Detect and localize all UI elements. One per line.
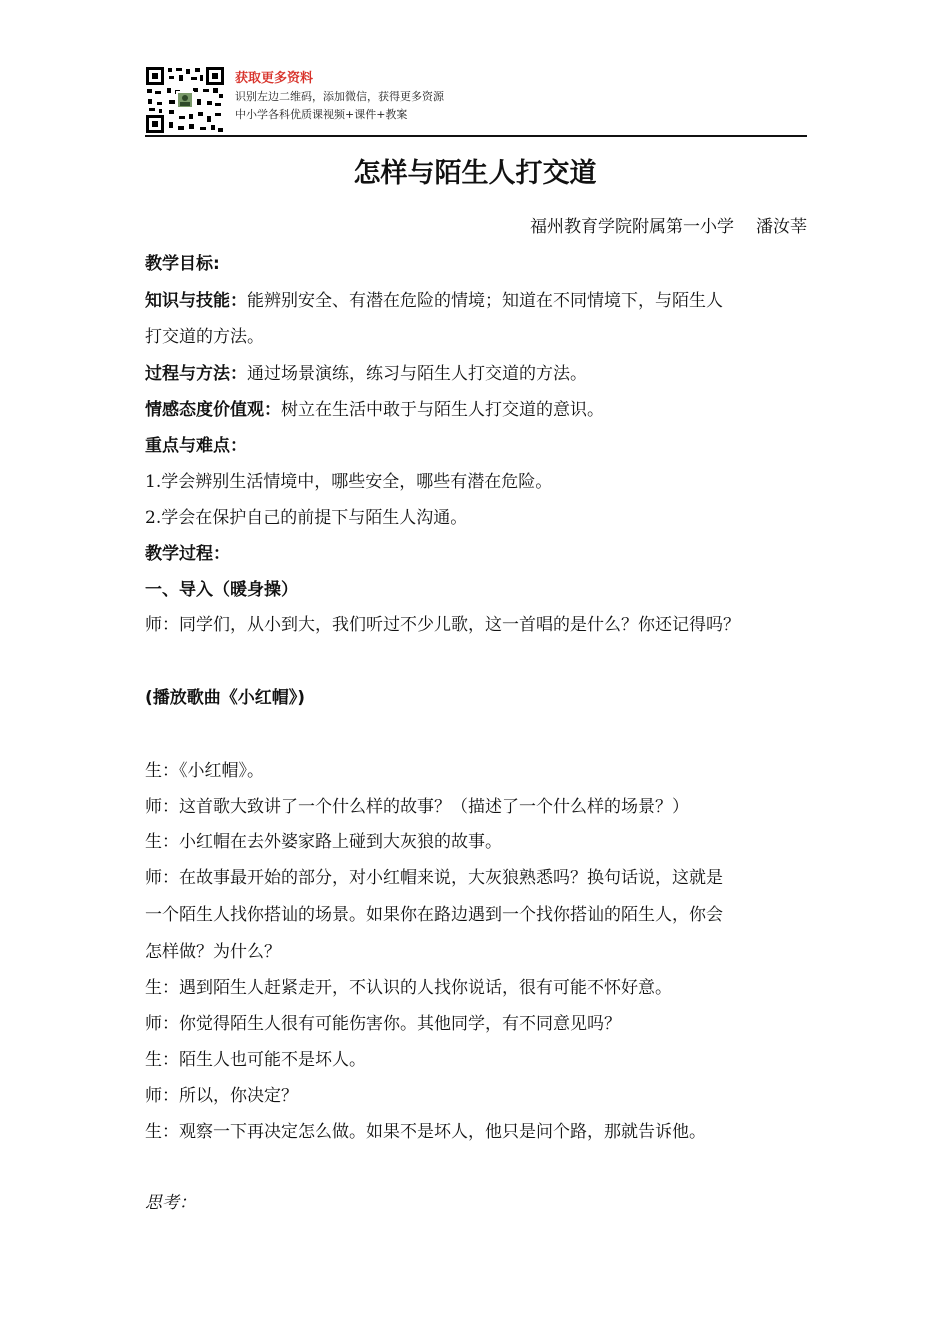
dialogue-line: 师：所以，你决定？ [145, 1086, 298, 1106]
key-point-1: 1.学会辨别生活情境中，哪些安全，哪些有潜在危险。 [145, 472, 553, 492]
dialogue-line: 生：陌生人也可能不是坏人。 [145, 1050, 366, 1070]
promo-line-1: 识别左边二维码，添加微信，获得更多资源 [235, 90, 444, 103]
dialogue-line: 师：你觉得陌生人很有可能伤害你。其他同学，有不同意见吗？ [145, 1014, 621, 1034]
header-divider [145, 135, 807, 137]
promo-title: 获取更多资料 [235, 71, 314, 86]
dialogue-line: 生：《小红帽》。 [145, 761, 264, 781]
emotion-values-text: 树立在生活中敢于与陌生人打交道的意识。 [281, 400, 604, 420]
promo-text-block [235, 70, 444, 124]
emotion-values-label: 情感态度价值观： [145, 400, 281, 420]
key-point-2: 2.学会在保护自己的前提下与陌生人沟通。 [145, 508, 468, 528]
promo-line-2: 中小学各科优质课视频+课件+教案 [235, 108, 408, 121]
emotion-values-line [145, 398, 810, 422]
key-points-heading: 重点与难点： [145, 436, 247, 456]
promo-header [145, 66, 807, 136]
knowledge-skills-label: 知识与技能： [145, 291, 247, 311]
dialogue-line: 生：遇到陌生人赶紧走开，不认识的人找你说话，很有可能不怀好意。 [145, 978, 672, 998]
knowledge-skills-text: 能辨别安全、有潜在危险的情境；知道在不同情境下，与陌生人 [247, 291, 723, 311]
process-heading: 教学过程： [145, 544, 230, 564]
dialogue-line: 师：在故事最开始的部分，对小红帽来说，大灰狼熟悉吗？换句话说，这就是 [145, 868, 723, 888]
play-song-note: (播放歌曲《小红帽》) [145, 688, 306, 708]
dialogue-line: 生：小红帽在去外婆家路上碰到大灰狼的故事。 [145, 832, 502, 852]
objectives-heading: 教学目标: [145, 254, 220, 274]
page-title: 怎样与陌生人打交道 [353, 158, 597, 189]
author-org: 福州教育学院附属第一小学 [530, 217, 734, 237]
process-method-text: 通过场景演练，练习与陌生人打交道的方法。 [247, 364, 587, 384]
dialogue-line: 一个陌生人找你搭讪的场景。如果你在路边遇到一个找你搭讪的陌生人，你会 [145, 905, 723, 925]
dialogue-line: 师：同学们，从小到大，我们听过不少儿歌，这一首唱的是什么？你还记得吗？ [145, 615, 740, 635]
author-line [530, 215, 807, 239]
process-method-label: 过程与方法： [145, 364, 247, 384]
dialogue-line: 生：观察一下再决定怎么做。如果不是坏人，他只是问个路，那就告诉他。 [145, 1122, 706, 1142]
knowledge-skills-line-2: 打交道的方法。 [145, 327, 264, 347]
section-1-heading: 一、导入（暖身操） [145, 580, 298, 600]
dialogue-line: 师：这首歌大致讲了一个什么样的故事？（描述了一个什么样的场景？） [145, 797, 689, 817]
qr-code-image [145, 66, 225, 134]
think-label: 思考： [145, 1193, 196, 1213]
knowledge-skills-line [145, 289, 810, 313]
author-name: 潘汝莘 [756, 217, 807, 237]
dialogue-line: 怎样做？为什么？ [145, 942, 281, 962]
process-method-line [145, 362, 810, 386]
